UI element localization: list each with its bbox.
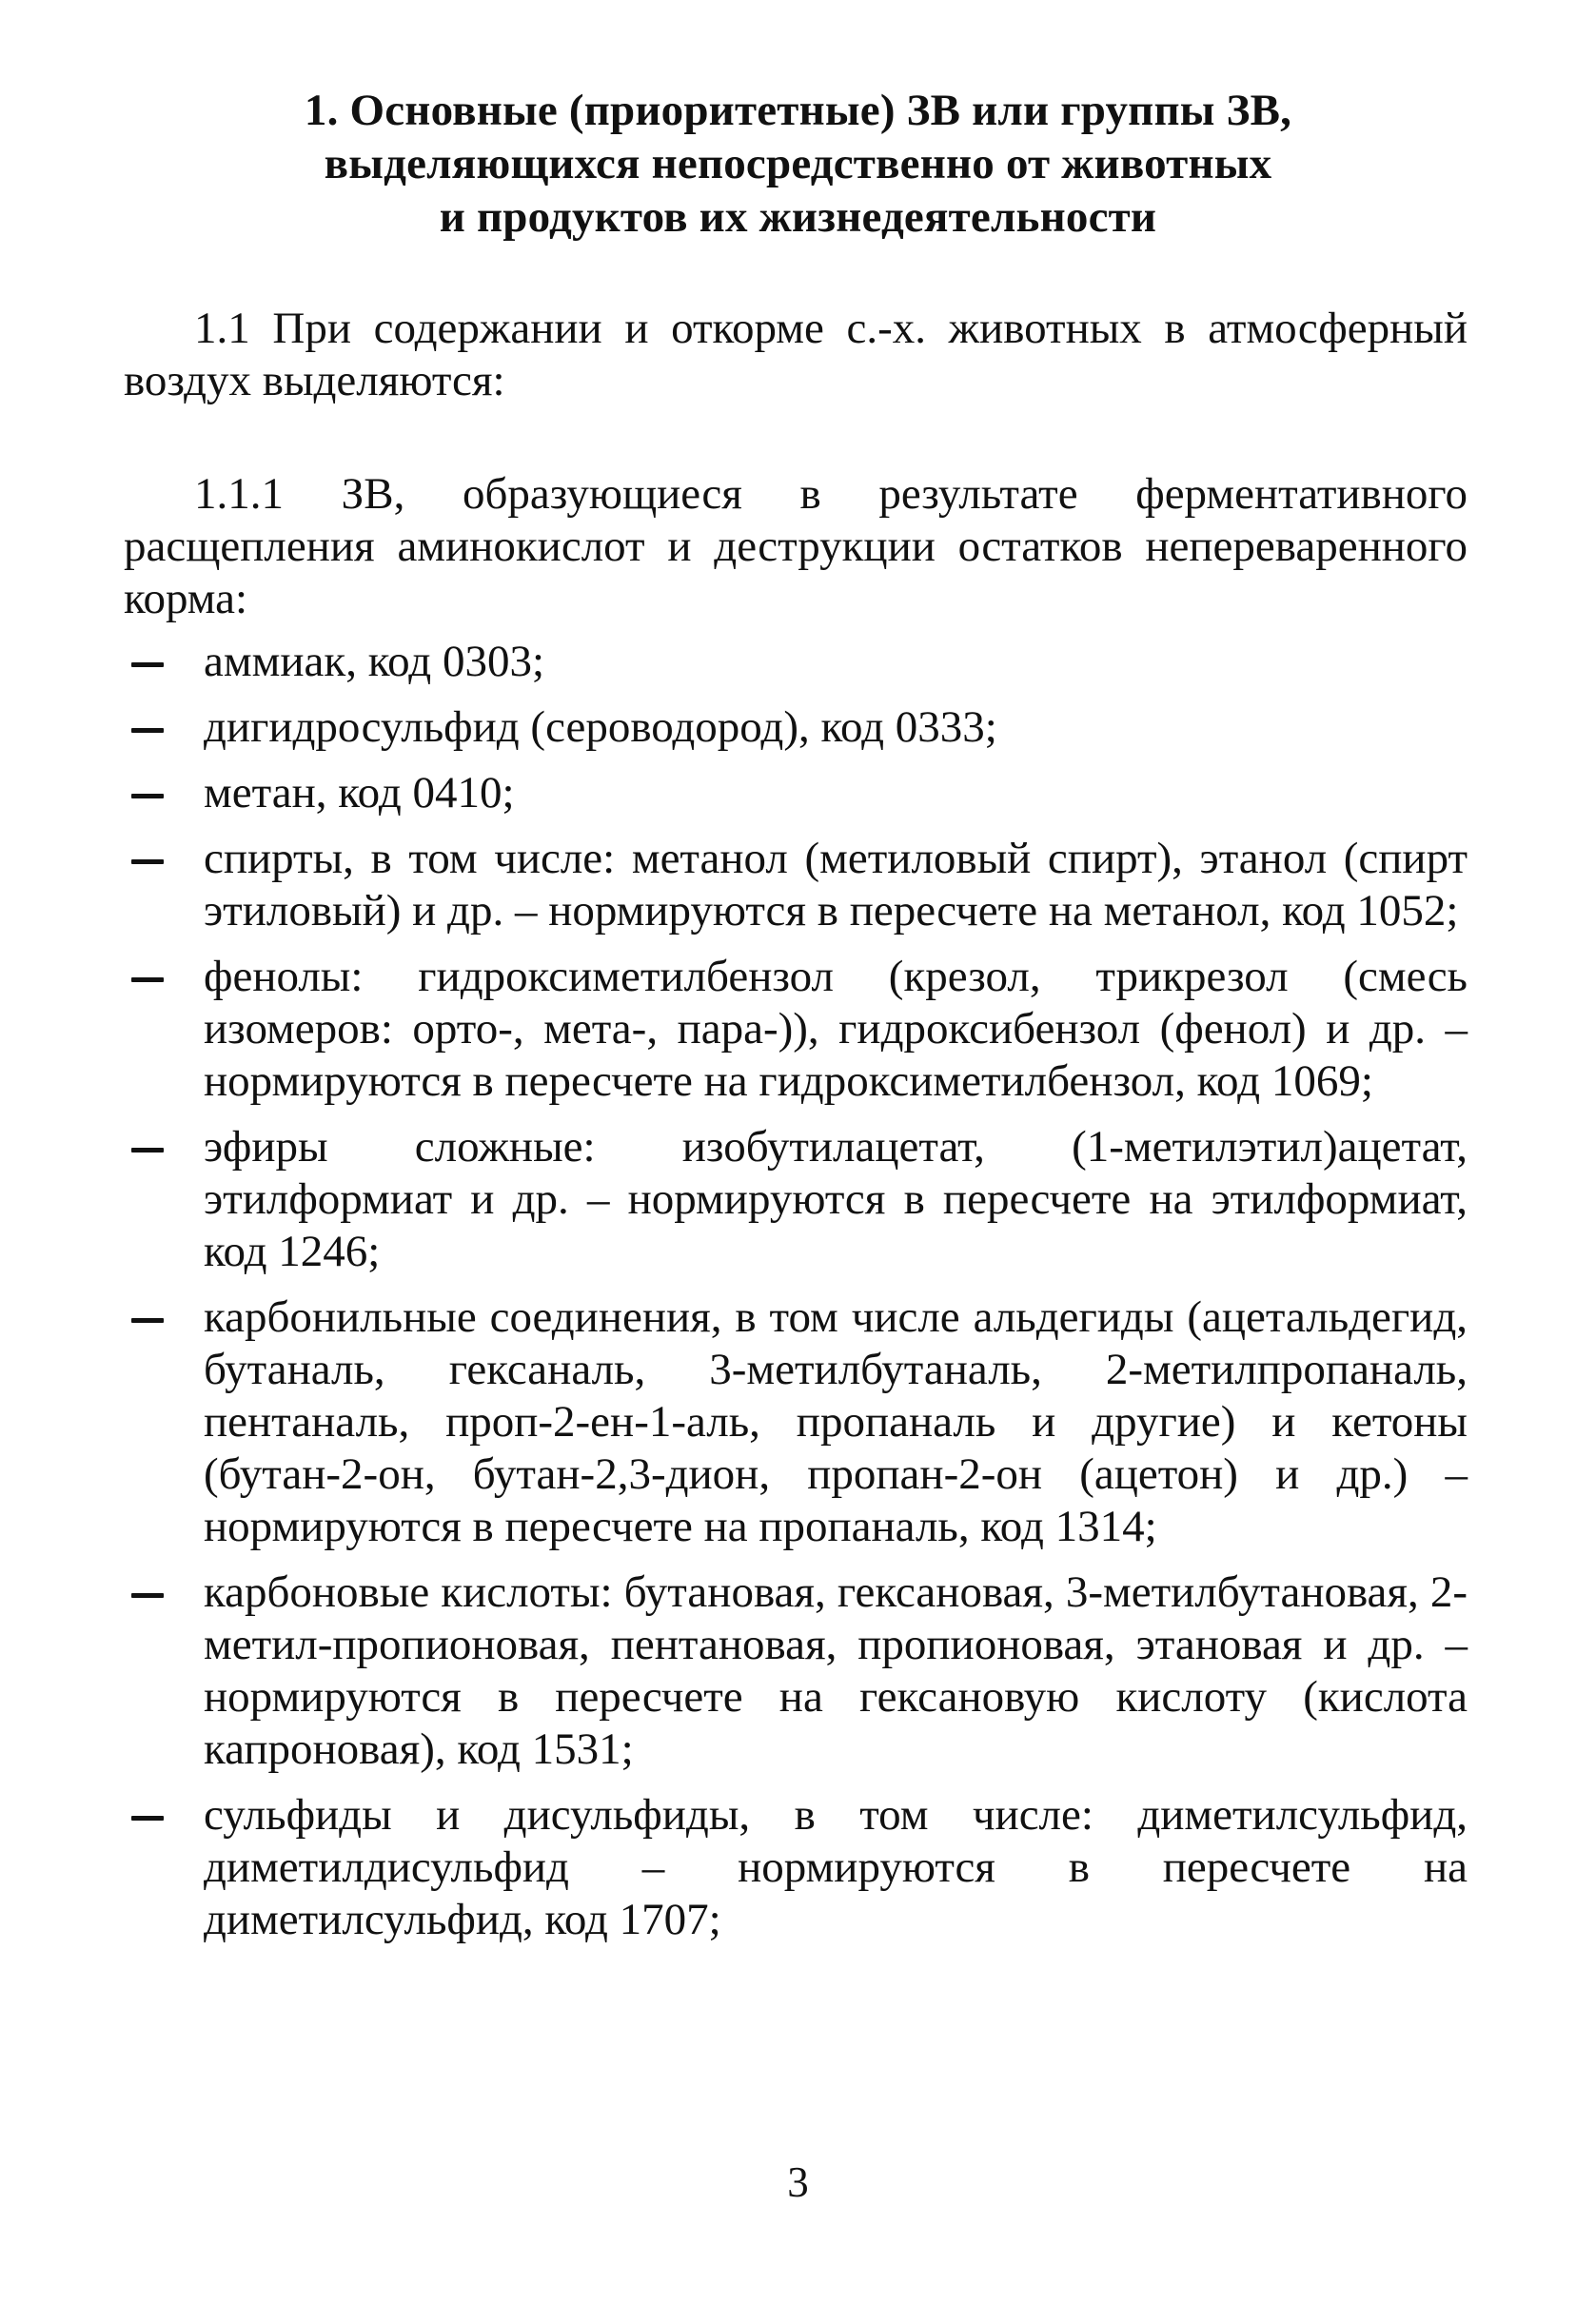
list-item-text: спирты, в том числе: метанол (метиловый спирт), этанол (спирт этиловый) и др. – нормируются в пересчете на метанол, код 1052; xyxy=(204,834,1468,936)
dash-bullet-icon xyxy=(131,662,164,667)
dash-bullet-icon xyxy=(131,728,164,733)
dash-bullet-icon xyxy=(131,794,164,798)
list-item xyxy=(124,767,1468,819)
list-item-text: сульфиды и дисульфиды, в том числе: диметилсульфид, диметилдисульфид – нормируются в пересчете на диметилсульфид, код 1707; xyxy=(204,1790,1468,1944)
dash-bullet-icon xyxy=(131,1816,164,1821)
list-item-text: карбонильные соединения, в том числе альдегиды (ацетальдегид, бутаналь, гексаналь, 3-метилбутаналь, 2-метилпропаналь, пентаналь, проп-2-ен-1-аль, пропаналь и другие) и кетоны (бутан-2-он, бутан-2,3-дион, пропан-2-он (ацетон) и др.) – нормируются в пересчете на пропаналь, код 1314; xyxy=(204,1292,1468,1551)
list-item-text: карбоновые кислоты: бутановая, гексановая, 3-метилбутановая, 2-метил-пропионовая, пентановая, пропионовая, этановая и др. – нормируются в пересчете на гексановую кислоту (кислота капроновая), код 1531; xyxy=(204,1567,1468,1774)
list-item-text: аммиак, код 0303; xyxy=(204,637,545,686)
heading-line-3: и продуктов их жизнедеятельности xyxy=(439,192,1157,242)
list-item-text: метан, код 0410; xyxy=(204,768,515,818)
list-item xyxy=(124,1291,1468,1553)
substances-list xyxy=(124,636,1468,1960)
section-heading xyxy=(143,84,1453,244)
list-item-text: дигидросульфид (сероводород), код 0333; xyxy=(204,702,997,752)
paragraph-1-1-1-text: 1.1.1 ЗВ, образующиеся в результате ферментативного расщепления аминокислот и деструкции остатков непереваренного корма: xyxy=(124,469,1468,623)
list-item-text: эфиры сложные: изобутилацетат, (1-метилэтил)ацетат, этилформиат и др. – нормируются в пересчете на этилформиат, код 1246; xyxy=(204,1122,1468,1276)
page-number: 3 xyxy=(787,2158,809,2206)
list-item xyxy=(124,636,1468,688)
dash-bullet-icon xyxy=(131,1148,164,1152)
dash-bullet-icon xyxy=(131,1593,164,1598)
dash-bullet-icon xyxy=(131,977,164,982)
list-item xyxy=(124,1566,1468,1776)
list-item xyxy=(124,833,1468,937)
heading-line-2: выделяющихся непосредственно от животных xyxy=(324,139,1272,188)
heading-line-1: 1. Основные (приоритетные) ЗВ или группы ЗВ, xyxy=(304,86,1292,135)
dash-bullet-icon xyxy=(131,1318,164,1323)
dash-bullet-icon xyxy=(131,859,164,864)
list-item xyxy=(124,1789,1468,1946)
paragraph-1-1-text: 1.1 При содержании и откорме с.-х. животных в атмосферный воздух выделяются: xyxy=(124,304,1468,405)
list-item xyxy=(124,951,1468,1108)
paragraph-1-1-1 xyxy=(124,468,1468,625)
paragraph-1-1 xyxy=(124,303,1468,407)
list-item-text: фенолы: гидроксиметилбензол (крезол, трикрезол (смесь изомеров: орто-, мета-, пара-)), гидроксибензол (фенол) и др. – нормируются в пересчете на гидроксиметилбензол, код 1069; xyxy=(204,952,1468,1106)
list-item xyxy=(124,701,1468,754)
list-item xyxy=(124,1121,1468,1278)
